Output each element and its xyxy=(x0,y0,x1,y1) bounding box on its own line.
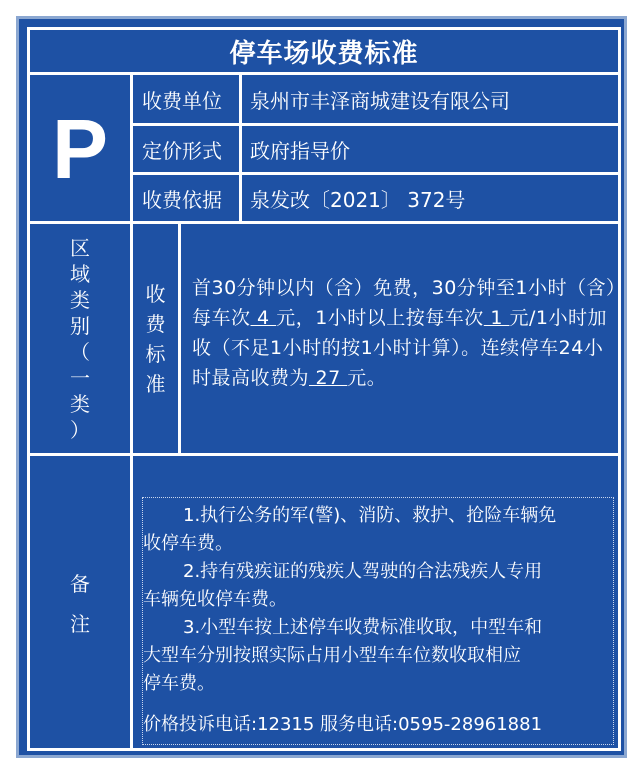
parking-fee-sign xyxy=(16,16,627,758)
zone-char: 类 xyxy=(70,392,90,416)
sign-title: 停车场收费标准 xyxy=(27,27,621,75)
note-line: 3.小型车按上述停车收费标准收取，中型车和 xyxy=(183,617,543,638)
zone-char: 区 xyxy=(70,236,90,260)
fee-label-char: 标 xyxy=(145,342,166,366)
remarks-label xyxy=(30,456,130,751)
fee-text-part: 元，1小时以上按每车次 xyxy=(276,307,484,329)
info-value: 泉州市丰泽商城建设有限公司 xyxy=(250,88,510,113)
remarks-char: 备 xyxy=(70,571,90,596)
zone-type-label xyxy=(30,225,130,453)
zone-char: 别 xyxy=(70,314,90,338)
fee-label-char: 费 xyxy=(145,312,166,336)
zone-char: ） xyxy=(70,418,90,442)
parking-p-icon: P xyxy=(51,101,109,196)
fee-label-char: 收 xyxy=(145,282,166,306)
remarks-char: 注 xyxy=(70,611,90,636)
fee-value-first-hour: 4 xyxy=(250,307,277,329)
info-value: 政府指导价 xyxy=(250,138,350,163)
info-label: 收费单位 xyxy=(142,88,222,113)
divider xyxy=(239,75,242,223)
fee-text-part: 元/1小时加收（不足1小时的按1小时计算）。连续停车24小时最高收费为 xyxy=(192,307,607,389)
note-line: 大型车分别按照实际占用小型车车位数收取相应 xyxy=(143,645,521,666)
info-value: 泉发改〔2021〕 372号 xyxy=(250,187,466,212)
note-line: 2.持有残疾证的残疾人驾驶的合法残疾人专用 xyxy=(183,561,543,582)
fee-value-per-hour: 1 xyxy=(483,307,510,329)
zone-char: （ xyxy=(70,340,90,364)
info-label: 收费依据 xyxy=(142,187,222,212)
fee-table xyxy=(27,75,621,751)
zone-char: 类 xyxy=(70,288,90,312)
fee-text-part: 元。 xyxy=(347,367,387,389)
fee-standard-label xyxy=(133,225,178,453)
note-line: 收停车费。 xyxy=(143,533,233,554)
contact-phones: 价格投诉电话:12315 服务电话:0595-28961881 xyxy=(143,714,543,735)
fee-label-char: 准 xyxy=(145,372,166,396)
fee-value-daily-max: 27 xyxy=(309,367,348,389)
fee-text-part: 首30分钟以内（含）免费，30分钟至1小时（含）每车次 xyxy=(192,277,616,329)
note-line: 1.执行公务的军(警)、消防、救护、抢险车辆免 xyxy=(183,505,557,526)
note-line: 停车费。 xyxy=(143,673,215,694)
info-label: 定价形式 xyxy=(142,138,222,163)
zone-char: 域 xyxy=(70,262,90,286)
fee-standard-text xyxy=(192,273,620,393)
note-line: 车辆免收停车费。 xyxy=(143,589,287,610)
remarks-box xyxy=(142,497,614,745)
divider xyxy=(178,223,181,455)
zone-char: 一 xyxy=(70,366,90,390)
